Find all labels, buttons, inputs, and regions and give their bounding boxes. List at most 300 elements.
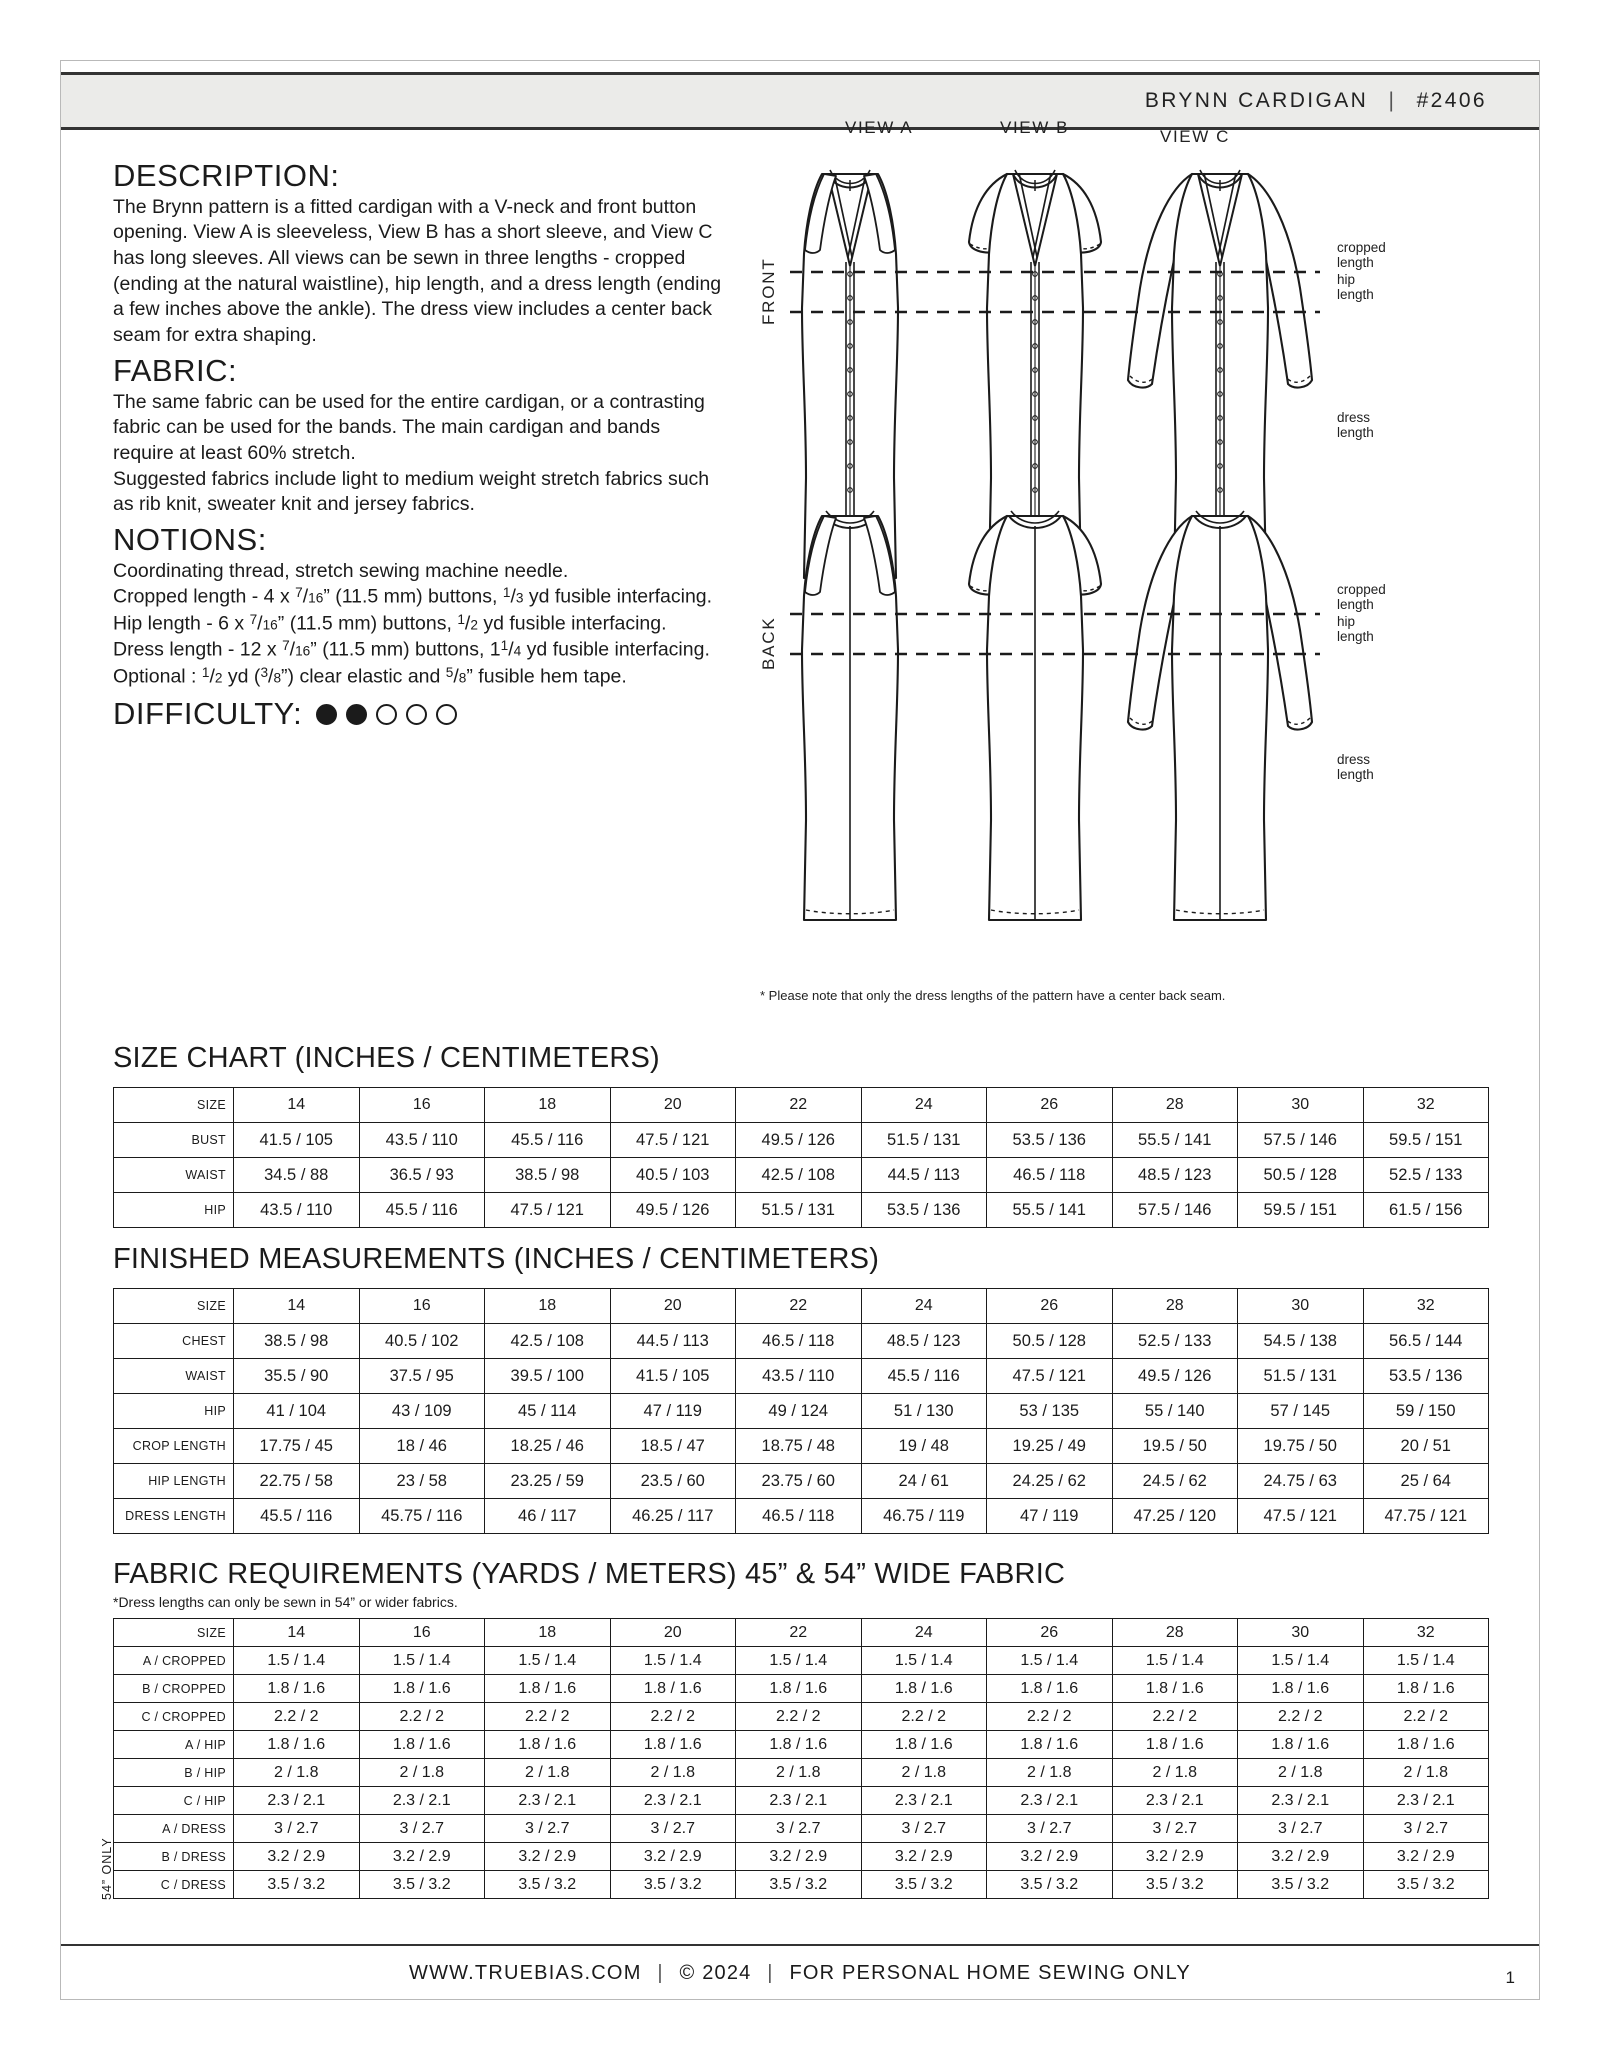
table-cell: 2 / 1.8 <box>1112 1759 1238 1787</box>
fraction-1-3: $^1$/3 <box>502 585 524 609</box>
table-cell: 2.2 / 2 <box>1238 1703 1364 1731</box>
fabric-requirements-table <box>113 1618 1489 1899</box>
table-cell: 3 / 2.7 <box>736 1815 862 1843</box>
table-cell: 1.8 / 1.6 <box>234 1731 360 1759</box>
table-cell: 1.5 / 1.4 <box>987 1647 1113 1675</box>
size-chart-title: SIZE CHART (INCHES / CENTIMETERS) <box>113 1042 660 1074</box>
info-column <box>113 160 723 731</box>
table-cell: 3 / 2.7 <box>610 1815 736 1843</box>
size-header-label: SIZE <box>114 1088 234 1123</box>
table-cell: 23 / 58 <box>359 1464 485 1499</box>
table-cell: 1.8 / 1.6 <box>485 1731 611 1759</box>
page-header <box>61 72 1539 130</box>
size-header-30: 30 <box>1238 1289 1364 1324</box>
table-cell: 23.5 / 60 <box>610 1464 736 1499</box>
table-cell: 3.2 / 2.9 <box>1238 1843 1364 1871</box>
size-header-20: 20 <box>610 1289 736 1324</box>
table-cell: 42.5 / 108 <box>736 1158 862 1193</box>
table-cell: 47.5 / 121 <box>610 1123 736 1158</box>
table-cell: 41 / 104 <box>234 1394 360 1429</box>
table-cell: 3.2 / 2.9 <box>1112 1843 1238 1871</box>
table-cell: 2.3 / 2.1 <box>234 1787 360 1815</box>
table-row <box>114 1759 1489 1787</box>
fraction-7-16: $^7$/16 <box>295 585 324 609</box>
size-header-16: 16 <box>359 1619 485 1647</box>
size-header-24: 24 <box>861 1619 987 1647</box>
size-chart-table <box>113 1087 1489 1228</box>
table-cell: 1.8 / 1.6 <box>861 1675 987 1703</box>
table-cell: 1.5 / 1.4 <box>1238 1647 1364 1675</box>
table-cell: 43.5 / 110 <box>736 1359 862 1394</box>
table-cell: 25 / 64 <box>1363 1464 1489 1499</box>
difficulty-dot-empty <box>406 704 427 725</box>
table-cell: 42.5 / 108 <box>485 1324 611 1359</box>
table-cell: 47 / 119 <box>987 1499 1113 1534</box>
table-cell: 23.25 / 59 <box>485 1464 611 1499</box>
pattern-name: BRYNN CARDIGAN <box>1144 89 1369 112</box>
fraction-1-2: $^1$/2 <box>457 611 478 635</box>
table-cell: 2.2 / 2 <box>987 1703 1113 1731</box>
table-cell: 38.5 / 98 <box>485 1158 611 1193</box>
header-separator: | <box>1388 89 1397 112</box>
size-header-22: 22 <box>736 1619 862 1647</box>
table-header-row <box>114 1289 1489 1324</box>
table-cell: 54.5 / 138 <box>1238 1324 1364 1359</box>
table-cell: 3 / 2.7 <box>1363 1815 1489 1843</box>
table-cell: 2.3 / 2.1 <box>485 1787 611 1815</box>
notions-line-1: Coordinating thread, stretch sewing machine needle. <box>113 559 569 582</box>
table-cell: 1.8 / 1.6 <box>1112 1675 1238 1703</box>
difficulty-dot-empty <box>436 704 457 725</box>
table-cell: 23.75 / 60 <box>736 1464 862 1499</box>
size-header-label: SIZE <box>114 1619 234 1647</box>
table-cell: 1.8 / 1.6 <box>234 1675 360 1703</box>
table-cell: 55 / 140 <box>1112 1394 1238 1429</box>
table-cell: 2.2 / 2 <box>610 1703 736 1731</box>
table-cell: 41.5 / 105 <box>610 1359 736 1394</box>
dress-length-label-back: dress length <box>1337 752 1374 783</box>
table-cell: 46 / 117 <box>485 1499 611 1534</box>
notions-cropped <box>113 584 723 610</box>
notions-dress <box>113 637 723 663</box>
table-cell: 1.5 / 1.4 <box>1112 1647 1238 1675</box>
table-cell: 3.2 / 2.9 <box>1363 1843 1489 1871</box>
table-header-row <box>114 1619 1489 1647</box>
fabric-requirements-title: FABRIC REQUIREMENTS (YARDS / METERS) 45” & 54” WIDE FABRIC <box>113 1558 1066 1590</box>
table-cell: 36.5 / 93 <box>359 1158 485 1193</box>
size-header-18: 18 <box>485 1289 611 1324</box>
table-cell: 37.5 / 95 <box>359 1359 485 1394</box>
table-cell: 50.5 / 128 <box>987 1324 1113 1359</box>
table-cell: 24.25 / 62 <box>987 1464 1113 1499</box>
size-header-32: 32 <box>1363 1619 1489 1647</box>
table-cell: 3.2 / 2.9 <box>610 1843 736 1871</box>
table-cell: 45.5 / 116 <box>485 1123 611 1158</box>
center-back-seam-note: * Please note that only the dress lengths of the pattern have a center back seam. <box>760 988 1226 1003</box>
table-cell: 59.5 / 151 <box>1363 1123 1489 1158</box>
view-c-label: VIEW C <box>1160 127 1231 146</box>
row-label: HIP <box>114 1394 234 1429</box>
table-cell: 1.8 / 1.6 <box>861 1731 987 1759</box>
table-cell: 3 / 2.7 <box>234 1815 360 1843</box>
table-cell: 3.5 / 3.2 <box>1363 1871 1489 1899</box>
fabric-54-only-label: 54” ONLY <box>100 1837 114 1900</box>
table-row <box>114 1359 1489 1394</box>
row-label: B / CROPPED <box>114 1675 234 1703</box>
fabric-body: The same fabric can be used for the entire cardigan, or a contrasting fabric can be used for the bands. The main cardigan and bands require at least 60% stretch. <box>113 390 705 464</box>
table-cell: 3.5 / 3.2 <box>359 1871 485 1899</box>
row-label: A / CROPPED <box>114 1647 234 1675</box>
size-header-26: 26 <box>987 1289 1113 1324</box>
row-label: C / DRESS <box>114 1871 234 1899</box>
footer-copyright: © 2024 <box>679 1962 752 1984</box>
table-cell: 1.5 / 1.4 <box>359 1647 485 1675</box>
table-cell: 51 / 130 <box>861 1394 987 1429</box>
table-cell: 24.75 / 63 <box>1238 1464 1364 1499</box>
table-cell: 53.5 / 136 <box>861 1193 987 1228</box>
table-cell: 59.5 / 151 <box>1238 1193 1364 1228</box>
table-cell: 2.3 / 2.1 <box>359 1787 485 1815</box>
table-cell: 52.5 / 133 <box>1112 1324 1238 1359</box>
table-cell: 55.5 / 141 <box>987 1193 1113 1228</box>
difficulty-dot-filled <box>316 704 337 725</box>
table-row <box>114 1871 1489 1899</box>
table-cell: 2.2 / 2 <box>234 1703 360 1731</box>
row-label: B / DRESS <box>114 1843 234 1871</box>
table-cell: 1.5 / 1.4 <box>234 1647 360 1675</box>
table-cell: 1.8 / 1.6 <box>1363 1675 1489 1703</box>
finished-measurements-title: FINISHED MEASUREMENTS (INCHES / CENTIMETERS) <box>113 1243 880 1275</box>
table-cell: 3 / 2.7 <box>1238 1815 1364 1843</box>
table-cell: 3 / 2.7 <box>987 1815 1113 1843</box>
table-cell: 20 / 51 <box>1363 1429 1489 1464</box>
table-cell: 51.5 / 131 <box>1238 1359 1364 1394</box>
size-header-22: 22 <box>736 1289 862 1324</box>
notions-optional-end: ” fusible hem tape. <box>466 665 627 688</box>
size-header-20: 20 <box>610 1088 736 1123</box>
difficulty-heading: DIFFICULTY: <box>113 696 303 732</box>
table-cell: 40.5 / 102 <box>359 1324 485 1359</box>
table-cell: 1.8 / 1.6 <box>736 1731 862 1759</box>
table-cell: 1.8 / 1.6 <box>485 1675 611 1703</box>
table-cell: 2.3 / 2.1 <box>987 1787 1113 1815</box>
table-row <box>114 1158 1489 1193</box>
table-cell: 35.5 / 90 <box>234 1359 360 1394</box>
table-cell: 22.75 / 58 <box>234 1464 360 1499</box>
size-header-24: 24 <box>861 1088 987 1123</box>
table-cell: 47.75 / 121 <box>1363 1499 1489 1534</box>
table-cell: 49.5 / 126 <box>736 1123 862 1158</box>
row-label: B / HIP <box>114 1759 234 1787</box>
table-cell: 19.25 / 49 <box>987 1429 1113 1464</box>
table-cell: 53.5 / 136 <box>1363 1359 1489 1394</box>
fraction-3-8: $^3$/8 <box>260 664 282 688</box>
table-cell: 50.5 / 128 <box>1238 1158 1364 1193</box>
table-cell: 1.8 / 1.6 <box>987 1675 1113 1703</box>
table-cell: 3.5 / 3.2 <box>234 1871 360 1899</box>
hip-length-label-back: hip length <box>1337 614 1374 645</box>
footer-website: WWW.TRUEBIAS.COM <box>409 1962 642 1984</box>
table-cell: 53 / 135 <box>987 1394 1113 1429</box>
table-cell: 45 / 114 <box>485 1394 611 1429</box>
page-number: 1 <box>1505 1968 1515 1987</box>
notions-optional-mid-2: ”) clear elastic and <box>281 665 446 688</box>
table-cell: 1.8 / 1.6 <box>1112 1731 1238 1759</box>
table-cell: 51.5 / 131 <box>861 1123 987 1158</box>
technical-flats <box>745 118 1445 1010</box>
table-cell: 2.3 / 2.1 <box>610 1787 736 1815</box>
table-cell: 47.5 / 121 <box>1238 1499 1364 1534</box>
notions-cropped-pre: Cropped length - 4 x <box>113 586 296 609</box>
dress-length-label-front: dress length <box>1337 410 1374 441</box>
cropped-length-label-back: cropped length <box>1337 582 1386 613</box>
table-cell: 18.75 / 48 <box>736 1429 862 1464</box>
notions-cropped-post: ” (11.5 mm) buttons, <box>323 586 503 609</box>
table-row <box>114 1464 1489 1499</box>
description-body: The Brynn pattern is a fitted cardigan with a V-neck and front button opening. View A is sleeveless, View B has a short sleeve, and View C has long sleeves. All views can be sewn in three lengths - cropped (ending at the natural waistline), hip length, and a dress length (ending a few inches above the ankle). The dress view includes a center back seam for extra shaping. <box>113 195 722 347</box>
view-a-back <box>802 511 898 920</box>
table-cell: 43.5 / 110 <box>234 1193 360 1228</box>
table-cell: 45.75 / 116 <box>359 1499 485 1534</box>
row-label: C / HIP <box>114 1787 234 1815</box>
notions-hip-post: ” (11.5 mm) buttons, <box>277 612 458 635</box>
table-cell: 46.5 / 118 <box>736 1324 862 1359</box>
table-row <box>114 1675 1489 1703</box>
table-cell: 43.5 / 110 <box>359 1123 485 1158</box>
fabric-body-2: Suggested fabrics include light to medium weight stretch fabrics such as rib knit, sweater knit and jersey fabrics. <box>113 467 710 516</box>
size-header-30: 30 <box>1238 1619 1364 1647</box>
table-cell: 47 / 119 <box>610 1394 736 1429</box>
row-label: WAIST <box>114 1158 234 1193</box>
table-cell: 2 / 1.8 <box>485 1759 611 1787</box>
table-cell: 3.5 / 3.2 <box>1238 1871 1364 1899</box>
size-header-26: 26 <box>987 1088 1113 1123</box>
fabric-requirements-subtitle: *Dress lengths can only be sewn in 54” or wider fabrics. <box>113 1594 458 1610</box>
table-cell: 47.25 / 120 <box>1112 1499 1238 1534</box>
table-cell: 40.5 / 103 <box>610 1158 736 1193</box>
table-cell: 55.5 / 141 <box>1112 1123 1238 1158</box>
table-cell: 1.8 / 1.6 <box>610 1675 736 1703</box>
description-heading: DESCRIPTION: <box>113 158 340 193</box>
size-header-16: 16 <box>359 1289 485 1324</box>
table-cell: 39.5 / 100 <box>485 1359 611 1394</box>
table-cell: 48.5 / 123 <box>861 1324 987 1359</box>
table-cell: 47.5 / 121 <box>485 1193 611 1228</box>
pattern-number: #2406 <box>1416 89 1487 112</box>
size-header-16: 16 <box>359 1088 485 1123</box>
table-cell: 24.5 / 62 <box>1112 1464 1238 1499</box>
row-label: CROP LENGTH <box>114 1429 234 1464</box>
table-cell: 48.5 / 123 <box>1112 1158 1238 1193</box>
table-cell: 2 / 1.8 <box>1363 1759 1489 1787</box>
table-cell: 3.5 / 3.2 <box>610 1871 736 1899</box>
table-cell: 2 / 1.8 <box>736 1759 862 1787</box>
table-row <box>114 1499 1489 1534</box>
footer-separator-1: | <box>657 1962 664 1984</box>
table-cell: 2.3 / 2.1 <box>861 1787 987 1815</box>
notions-dress-pre: Dress length - 12 x <box>113 639 283 662</box>
row-label: HIP LENGTH <box>114 1464 234 1499</box>
row-label: C / CROPPED <box>114 1703 234 1731</box>
table-cell: 2.2 / 2 <box>359 1703 485 1731</box>
table-cell: 2.3 / 2.1 <box>1238 1787 1364 1815</box>
table-cell: 3 / 2.7 <box>359 1815 485 1843</box>
table-cell: 19.75 / 50 <box>1238 1429 1364 1464</box>
table-cell: 57.5 / 146 <box>1238 1123 1364 1158</box>
table-cell: 1.5 / 1.4 <box>861 1647 987 1675</box>
table-cell: 3.5 / 3.2 <box>485 1871 611 1899</box>
table-cell: 3.2 / 2.9 <box>359 1843 485 1871</box>
notions-dress-end: yd fusible interfacing. <box>521 639 710 662</box>
table-cell: 59 / 150 <box>1363 1394 1489 1429</box>
size-header-14: 14 <box>234 1088 360 1123</box>
table-cell: 2.3 / 2.1 <box>736 1787 862 1815</box>
footer-usage: FOR PERSONAL HOME SEWING ONLY <box>789 1962 1191 1984</box>
view-b-label: VIEW B <box>1000 118 1070 137</box>
table-cell: 3.5 / 3.2 <box>1112 1871 1238 1899</box>
fraction-7-16: $^7$/16 <box>249 611 278 635</box>
size-header-18: 18 <box>485 1088 611 1123</box>
notions-optional-mid: yd ( <box>222 665 261 688</box>
table-cell: 2.2 / 2 <box>736 1703 862 1731</box>
table-cell: 1.8 / 1.6 <box>736 1675 862 1703</box>
table-cell: 1.8 / 1.6 <box>987 1731 1113 1759</box>
table-cell: 38.5 / 98 <box>234 1324 360 1359</box>
table-cell: 2 / 1.8 <box>610 1759 736 1787</box>
table-cell: 52.5 / 133 <box>1363 1158 1489 1193</box>
notions-heading: NOTIONS: <box>113 522 267 558</box>
table-row <box>114 1429 1489 1464</box>
table-cell: 3 / 2.7 <box>1112 1815 1238 1843</box>
table-cell: 3 / 2.7 <box>861 1815 987 1843</box>
fraction-1-2: $^1$/2 <box>201 664 223 688</box>
table-cell: 49 / 124 <box>736 1394 862 1429</box>
table-cell: 46.25 / 117 <box>610 1499 736 1534</box>
table-cell: 1.8 / 1.6 <box>1238 1675 1364 1703</box>
row-label: CHEST <box>114 1324 234 1359</box>
size-header-28: 28 <box>1112 1619 1238 1647</box>
table-row <box>114 1731 1489 1759</box>
table-cell: 24 / 61 <box>861 1464 987 1499</box>
size-header-14: 14 <box>234 1289 360 1324</box>
size-header-32: 32 <box>1363 1088 1489 1123</box>
table-header-row <box>114 1088 1489 1123</box>
table-cell: 57.5 / 146 <box>1112 1193 1238 1228</box>
table-cell: 1.5 / 1.4 <box>1363 1647 1489 1675</box>
table-cell: 3.5 / 3.2 <box>736 1871 862 1899</box>
notions-hip-end: yd fusible interfacing. <box>477 612 667 635</box>
table-cell: 47.5 / 121 <box>987 1359 1113 1394</box>
table-cell: 45.5 / 116 <box>234 1499 360 1534</box>
table-cell: 2.3 / 2.1 <box>1363 1787 1489 1815</box>
table-cell: 1.5 / 1.4 <box>736 1647 862 1675</box>
table-cell: 18 / 46 <box>359 1429 485 1464</box>
table-cell: 19 / 48 <box>861 1429 987 1464</box>
table-cell: 18.5 / 47 <box>610 1429 736 1464</box>
table-cell: 46.5 / 118 <box>987 1158 1113 1193</box>
table-cell: 2.3 / 2.1 <box>1112 1787 1238 1815</box>
table-row <box>114 1324 1489 1359</box>
table-cell: 3.2 / 2.9 <box>987 1843 1113 1871</box>
view-c-back <box>1128 511 1312 920</box>
row-label: DRESS LENGTH <box>114 1499 234 1534</box>
table-cell: 46.5 / 118 <box>736 1499 862 1534</box>
row-label: A / HIP <box>114 1731 234 1759</box>
table-cell: 43 / 109 <box>359 1394 485 1429</box>
table-row <box>114 1787 1489 1815</box>
table-cell: 45.5 / 116 <box>861 1359 987 1394</box>
table-row <box>114 1123 1489 1158</box>
table-cell: 1.8 / 1.6 <box>1238 1731 1364 1759</box>
table-cell: 45.5 / 116 <box>359 1193 485 1228</box>
fraction-7-16: $^7$/16 <box>282 638 311 662</box>
table-cell: 1.8 / 1.6 <box>359 1675 485 1703</box>
table-cell: 2 / 1.8 <box>987 1759 1113 1787</box>
view-b-back <box>969 511 1101 920</box>
notions-dress-post: ” (11.5 mm) buttons, 1 <box>310 639 501 662</box>
table-cell: 1.5 / 1.4 <box>485 1647 611 1675</box>
table-row <box>114 1843 1489 1871</box>
table-cell: 3.5 / 3.2 <box>987 1871 1113 1899</box>
table-row <box>114 1193 1489 1228</box>
fabric-heading: FABRIC: <box>113 352 238 388</box>
table-cell: 3.2 / 2.9 <box>736 1843 862 1871</box>
table-cell: 46.75 / 119 <box>861 1499 987 1534</box>
row-label: HIP <box>114 1193 234 1228</box>
table-cell: 2.2 / 2 <box>861 1703 987 1731</box>
table-cell: 1.8 / 1.6 <box>1363 1731 1489 1759</box>
size-header-26: 26 <box>987 1619 1113 1647</box>
size-header-32: 32 <box>1363 1289 1489 1324</box>
row-label: BUST <box>114 1123 234 1158</box>
size-header-24: 24 <box>861 1289 987 1324</box>
table-cell: 2 / 1.8 <box>234 1759 360 1787</box>
difficulty-row <box>113 698 723 731</box>
view-a-label: VIEW A <box>845 118 914 137</box>
table-cell: 17.75 / 45 <box>234 1429 360 1464</box>
table-row <box>114 1647 1489 1675</box>
difficulty-dot-empty <box>376 704 397 725</box>
fraction-5-8: $^5$/8 <box>445 664 467 688</box>
table-cell: 1.8 / 1.6 <box>359 1731 485 1759</box>
footer <box>0 1962 1600 1985</box>
table-cell: 61.5 / 156 <box>1363 1193 1489 1228</box>
cropped-length-label-front: cropped length <box>1337 240 1386 271</box>
size-header-20: 20 <box>610 1619 736 1647</box>
finished-measurements-table <box>113 1288 1489 1534</box>
table-cell: 3.2 / 2.9 <box>861 1843 987 1871</box>
table-cell: 53.5 / 136 <box>987 1123 1113 1158</box>
notions-optional <box>113 664 723 690</box>
footer-rule <box>61 1944 1539 1946</box>
size-header-14: 14 <box>234 1619 360 1647</box>
table-row <box>114 1394 1489 1429</box>
footer-separator-2: | <box>767 1962 774 1984</box>
table-cell: 2 / 1.8 <box>359 1759 485 1787</box>
table-cell: 2.2 / 2 <box>1112 1703 1238 1731</box>
table-row <box>114 1703 1489 1731</box>
table-cell: 57 / 145 <box>1238 1394 1364 1429</box>
table-cell: 1.5 / 1.4 <box>610 1647 736 1675</box>
size-header-18: 18 <box>485 1619 611 1647</box>
notions-hip <box>113 611 723 637</box>
table-cell: 2 / 1.8 <box>1238 1759 1364 1787</box>
difficulty-rating <box>316 704 457 725</box>
header-title <box>1145 89 1539 113</box>
notions-optional-pre: Optional : <box>113 665 202 688</box>
table-cell: 56.5 / 144 <box>1363 1324 1489 1359</box>
back-label: BACK <box>759 616 778 670</box>
